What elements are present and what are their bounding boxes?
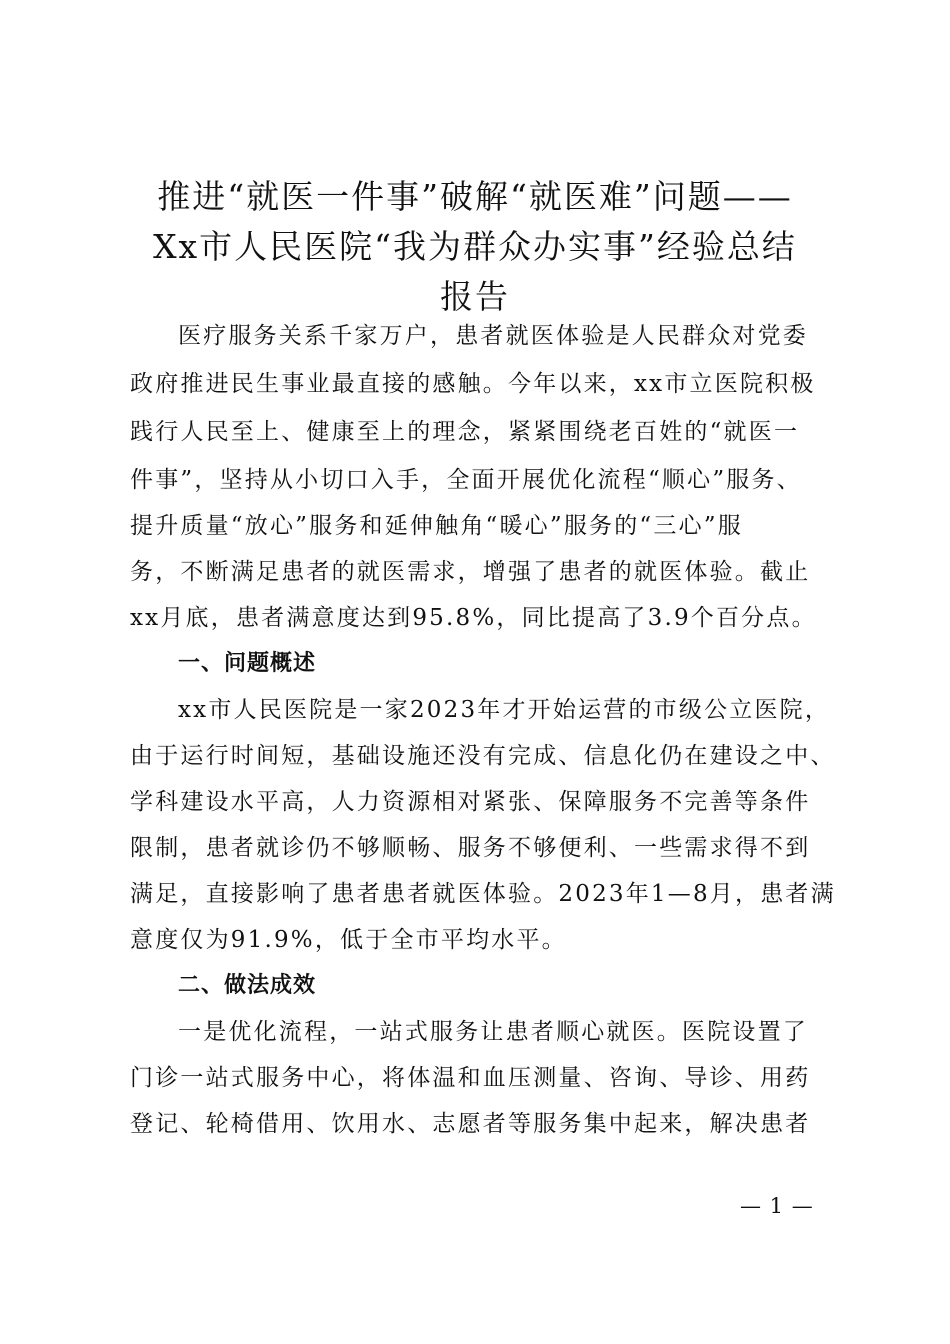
paragraph-line: 满足，直接影响了患者患者就医体验。2023年1—8月，患者满 — [130, 881, 836, 907]
section-heading-problem: 一、问题概述 — [178, 651, 317, 676]
paragraph-line: xx月底，患者满意度达到95.8%，同比提高了3.9个百分点。 — [130, 605, 817, 631]
paragraph-line: 学科建设水平高，人力资源相对紧张、保障服务不完善等条件 — [130, 789, 811, 815]
paragraph-line: 践行人民至上、健康至上的理念，紧紧围绕老百姓的“就医一 — [130, 419, 800, 445]
title-line: 推进“就医一件事”破解“就医难”问题—— — [157, 177, 793, 216]
paragraph-line: 门诊一站式服务中心，将体温和血压测量、咨询、导诊、用药 — [130, 1065, 811, 1091]
paragraph-line: 由于运行时间短，基础设施还没有完成、信息化仍在建设之中、 — [130, 743, 836, 769]
section-heading-measures: 二、做法成效 — [178, 973, 317, 998]
paragraph-line: 提升质量“放心”服务和延伸触角“暖心”服务的“三心”服 — [130, 513, 743, 539]
title-line: 报告 — [440, 277, 510, 316]
paragraph-line: 限制，患者就诊仍不够顺畅、服务不够便利、一些需求得不到 — [130, 835, 811, 861]
paragraph-line: 政府推进民生事业最直接的感触。今年以来，xx市立医院积极 — [130, 371, 816, 397]
paragraph-line: 医疗服务关系千家万户，患者就医体验是人民群众对党委 — [178, 323, 808, 349]
title-line: Xx市人民医院“我为群众办实事”经验总结 — [153, 227, 797, 266]
paragraph-line: xx市人民医院是一家2023年才开始运营的市级公立医院， — [178, 697, 831, 723]
paragraph-line: 登记、轮椅借用、饮用水、志愿者等服务集中起来，解决患者 — [130, 1111, 811, 1137]
paragraph-line: 意度仅为91.9%，低于全市平均水平。 — [130, 927, 567, 953]
paragraph-line: 务，不断满足患者的就医需求，增强了患者的就医体验。截止 — [130, 559, 811, 585]
page-number: — 1 — — [740, 1194, 814, 1218]
paragraph-line: 一是优化流程，一站式服务让患者顺心就医。医院设置了 — [178, 1019, 808, 1045]
paragraph-line: 件事”，坚持从小切口入手，全面开展优化流程“顺心”服务、 — [130, 467, 802, 493]
document-title — [120, 172, 830, 322]
